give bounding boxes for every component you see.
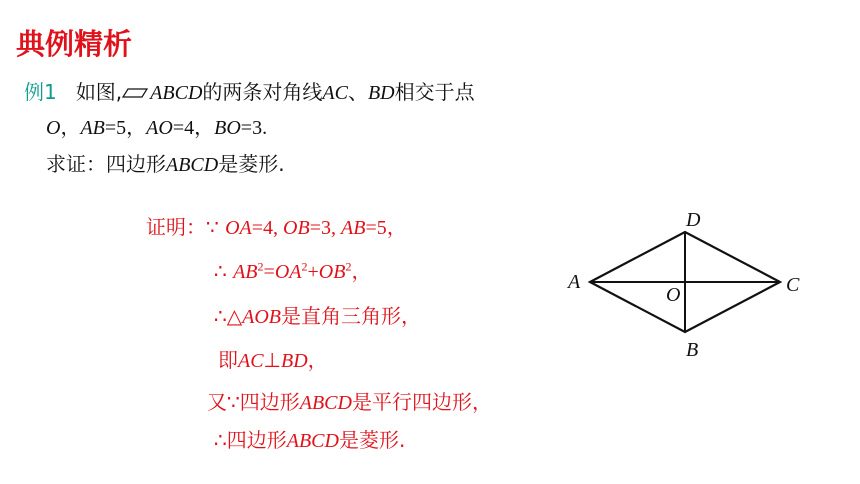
proof-text: OB [283,217,310,239]
proof-text: ∴四边形 [214,428,287,452]
proof-text: ， [351,261,372,283]
example-tag: 例1 [24,80,57,104]
problem-text: AO [146,117,173,139]
vertex-label-a: A [568,271,581,293]
proof-text: =4, [251,217,284,239]
proof-text: AB [341,217,366,239]
problem-text: O [46,117,61,139]
parallelogram-icon [122,88,148,98]
proof-text: + [307,261,319,283]
therefore-symbol: ∴ [214,259,234,283]
proof-text: =3, [309,217,341,239]
proof-text: = [263,261,275,283]
proof-text: AB [233,261,258,283]
vertex-label-d: D [686,209,701,231]
proof-text: 又∵四边形 [207,390,300,414]
problem-text: 相交于点 [394,80,475,104]
problem-text: ABCD [166,154,219,176]
problem-line-3 [46,148,285,177]
perpendicular-symbol: ⊥ [263,348,281,372]
proof-text: BD [280,350,308,372]
problem-text: =3. [240,117,268,139]
section-title: 典例精析 [16,27,133,61]
problem-text: =5， [104,117,147,139]
superscript: 2 [345,259,352,274]
proof-label: 证明： [146,215,206,239]
proof-line-2 [214,255,371,284]
proof-line-4 [218,344,328,373]
vertex-label-b: B [686,339,699,361]
because-symbol: ∵ [206,215,226,239]
proof-text: 是菱形. [338,428,406,452]
problem-text: 求证：四边形 [46,152,166,176]
rhombus-figure [560,200,820,370]
proof-line-6 [214,424,405,453]
vertex-label-o: O [666,284,681,306]
problem-text: 是菱形. [218,152,285,176]
problem-text: ， [60,117,81,139]
proof-text: ABCD [299,392,352,414]
problem-text: =4， [172,117,215,139]
problem-line-1 [24,76,475,105]
proof-text: ， [307,348,328,372]
problem-text: 、 [347,80,368,104]
proof-line-1 [146,211,407,240]
proof-text: 是直角三角形， [281,304,421,328]
problem-text: BD [367,82,395,104]
proof-text: AC [238,350,264,372]
proof-text: 是平行四边形， [351,390,492,414]
superscript: 2 [301,259,308,274]
vertex-label-c: C [786,274,800,296]
problem-text: AB [80,117,105,139]
problem-line-2 [46,111,267,140]
proof-text: ABCD [286,430,339,452]
problem-text: 如图, [75,80,123,104]
problem-text: BO [214,117,241,139]
problem-text: 的两条对角线 [202,80,323,104]
proof-text: AOB [242,306,281,328]
therefore-symbol: ∴△ [214,304,243,328]
proof-text: 即 [218,348,238,372]
problem-text: AC [322,82,348,104]
proof-text: OA [225,217,252,239]
superscript: 2 [257,259,264,274]
proof-line-5 [207,386,492,415]
problem-text: ABCD [150,82,203,104]
proof-text: OA [274,261,302,283]
proof-line-3 [214,300,421,329]
proof-text: OB [318,261,346,283]
proof-text: =5， [365,217,407,239]
